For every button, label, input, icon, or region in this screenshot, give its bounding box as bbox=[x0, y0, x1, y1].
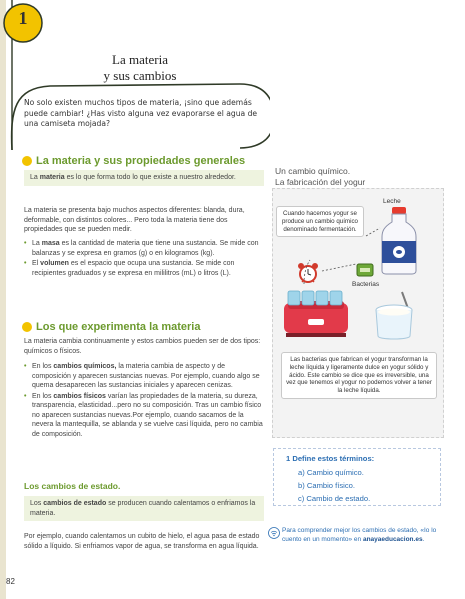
list-properties bbox=[24, 239, 264, 279]
page-edge-strip bbox=[0, 0, 6, 599]
definition-box-state bbox=[24, 496, 264, 521]
yogurt-maker-icon bbox=[280, 289, 352, 339]
figure-title-line-2: La fabricación del yogur bbox=[275, 176, 366, 187]
callout-fermentation: Cuando hacemos yogur se produce un cambio químico denominado fermentación. bbox=[276, 206, 364, 237]
def-term: materia bbox=[39, 174, 65, 181]
activity-item-a: a) Cambio químico. bbox=[298, 468, 364, 477]
activity-item-c: c) Cambio de estado. bbox=[298, 494, 371, 503]
intro-question: No solo existen muchos tipos de materia, ¡sino que además puede cambiar! ¿Has visto alguna vez evaporarse el agua de una camiseta mojada? bbox=[24, 98, 258, 128]
dashed-arrows bbox=[300, 226, 390, 286]
text: En los bbox=[32, 363, 54, 370]
section-heading-changes bbox=[22, 321, 200, 333]
list-item bbox=[24, 362, 264, 391]
yellow-bullet-icon bbox=[22, 322, 32, 332]
figure-title bbox=[275, 166, 435, 187]
text: es la cantidad de materia que tiene una sustancia. Se mide con balanzas y se expresa en gramos (g) o en kilogramos (kg). bbox=[32, 240, 259, 257]
list-item bbox=[24, 239, 264, 258]
title-line-1: La materia bbox=[112, 52, 168, 67]
yellow-bullet-icon bbox=[22, 156, 32, 166]
term: cambios químicos, bbox=[53, 363, 117, 370]
def-pre: La bbox=[30, 174, 40, 181]
title-line-2: y sus cambios bbox=[103, 68, 177, 83]
section-heading-state: Los cambios de estado. bbox=[24, 481, 121, 491]
text: En los bbox=[32, 392, 54, 400]
paragraph-changes: La materia cambia continuamente y estos cambios pueden ser de dos tipos: químicos o físicos. bbox=[24, 338, 261, 355]
section-heading-text: La materia y sus propiedades generales bbox=[36, 155, 246, 167]
page-number: 82 bbox=[6, 577, 15, 586]
label-bacteria: Bacterias bbox=[352, 281, 380, 288]
def-post: es lo que forma todo lo que existe a nuestro alrededor. bbox=[64, 174, 236, 181]
section-heading-text: Los que experimenta la materia bbox=[36, 321, 201, 333]
yogurt-jar-icon bbox=[372, 290, 418, 342]
def-term: cambios de estado bbox=[43, 500, 107, 507]
figure-title-line-1: Un cambio químico. bbox=[275, 166, 351, 176]
web-link[interactable]: anayaeducacion.es bbox=[362, 535, 423, 543]
definition-box-materia bbox=[24, 170, 264, 186]
paragraph-state: Por ejemplo, cuando calentamos un cubito de hielo, el agua pasa de estado sólido a líquido. Si enfriamos vapor de agua, se transforma en agua líquida. bbox=[24, 533, 260, 550]
paragraph-materia: La materia se presenta bajo muchos aspectos diferentes: blanda, dura, deformable, con distintos colores... Pero toda la materia tiene dos propiedades que se pueden medir. bbox=[24, 207, 245, 233]
term: volumen bbox=[40, 260, 69, 267]
page-title bbox=[60, 52, 220, 84]
web-note-text: Para comprender mejor los cambios de estado, «Io lo cuento en un momento» en bbox=[282, 527, 437, 543]
chapter-number: 1 bbox=[18, 8, 28, 28]
section-heading-properties bbox=[22, 155, 245, 167]
text: es el espacio que ocupa una sustancia. Se mide con recipientes graduados y se expresa en mililitros (mL) o litros (L). bbox=[32, 260, 235, 277]
activity-item-b: b) Cambio físico. bbox=[298, 481, 355, 490]
def-post: se producen cuando calentamos o enfriamos la materia. bbox=[30, 500, 256, 517]
text: El bbox=[32, 260, 41, 267]
list-item bbox=[24, 259, 264, 278]
text: varían las propiedades de la materia, su dureza, transparencia, elasticidad...pero no su composición. Tras un cambio físico no aparecen sustancias nuevas.Por ejemplo, cuando sacamos de la nevera la mantequilla, se ablanda y se vuelve casi líquida, pero no cambia de composición. bbox=[32, 392, 263, 438]
wifi-icon bbox=[268, 527, 280, 539]
callout-yogurt-explanation: Las bacterias que fabrican el yogur transforman la leche líquida y ligeramente dulce en yogur sólido y ácido. Este cambio se dice que es irreversible, una vez que tenemos el yogur no podemos volver a tener la leche líquida. bbox=[281, 352, 437, 399]
activity-box bbox=[273, 448, 441, 506]
label-milk: Leche bbox=[383, 198, 401, 205]
def-pre: Los bbox=[30, 500, 44, 507]
text: la materia cambia de aspecto y de composición y aparecen sustancias nuevas. Por ejemplo, cuando algo se quema desaparecen las sustancias iniciales y aparecen cenizas. bbox=[32, 363, 260, 389]
term: cambios físicos bbox=[53, 392, 106, 400]
text: La bbox=[32, 240, 42, 247]
activity-title: 1 Define estos términos: bbox=[286, 454, 375, 463]
web-note-end: . bbox=[422, 535, 425, 543]
web-resource-note bbox=[268, 527, 443, 544]
list-changes bbox=[24, 362, 264, 440]
list-item bbox=[24, 392, 264, 440]
term: masa bbox=[41, 240, 60, 247]
